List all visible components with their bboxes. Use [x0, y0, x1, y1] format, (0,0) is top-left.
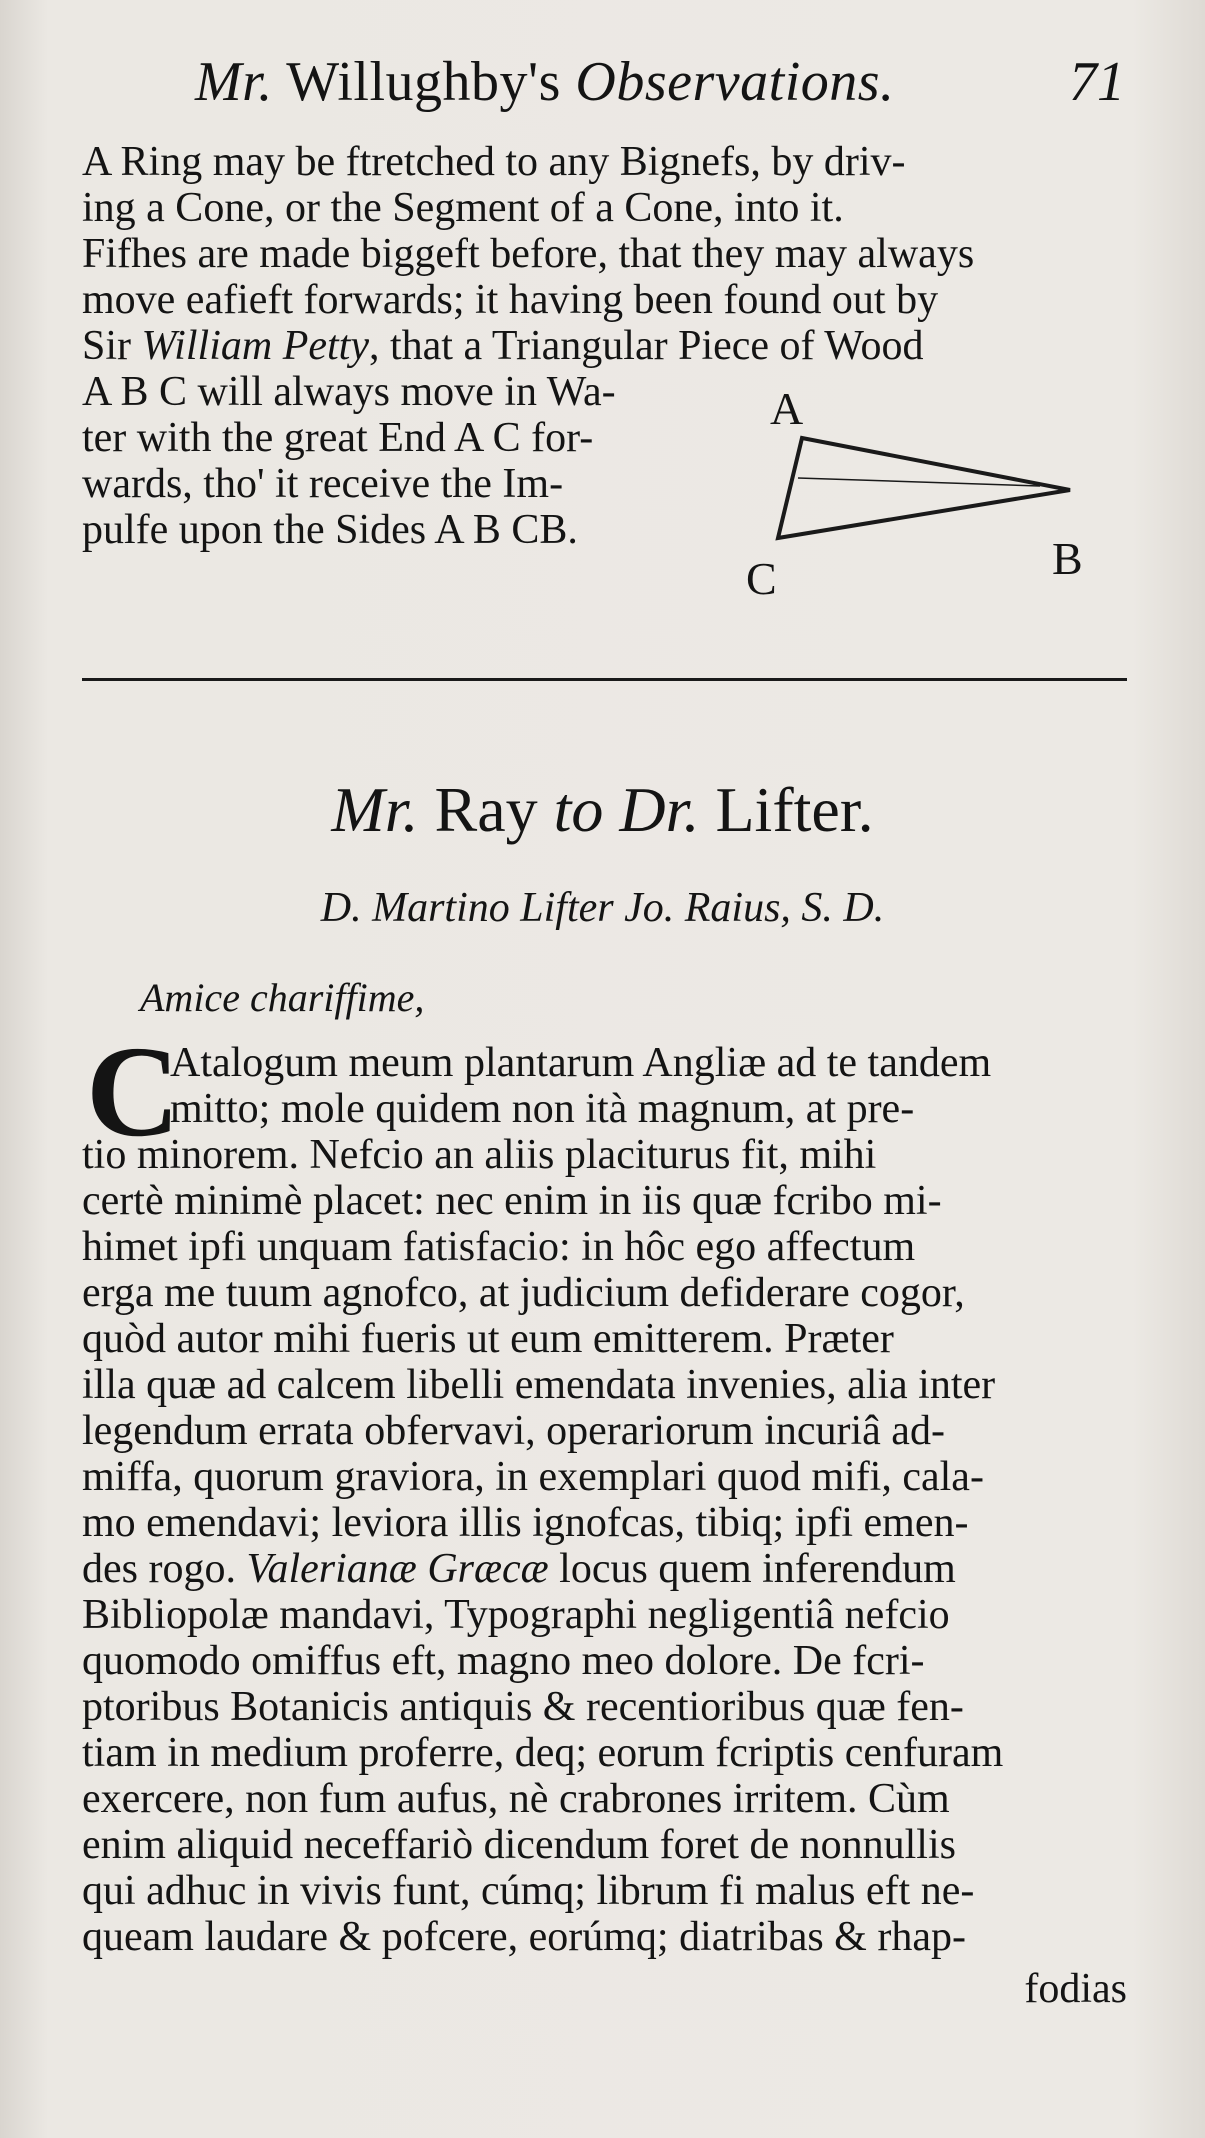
title-dr: Dr.: [603, 774, 700, 845]
text-line: move eafieft forwards; it having been found out by: [82, 277, 939, 323]
text-line: certè minimè placet: nec enim in iis quæ fcribo mi-: [82, 1178, 942, 1224]
title-to: to: [553, 774, 604, 845]
text-line: legendum errata obfervavi, operariorum incuriâ ad-: [82, 1408, 945, 1454]
drop-cap: C: [86, 1020, 180, 1164]
triangle-figure: [740, 383, 1130, 620]
label-a: A: [770, 383, 804, 434]
text-segment: , that a Triangular Piece of Wood: [368, 323, 924, 369]
page-number: 71: [1069, 51, 1125, 113]
text-line: miffa, quorum graviora, in exemplari quod mifi, cala-: [82, 1454, 984, 1500]
text-line: Atalogum meum plantarum Angliæ ad te tandem: [170, 1040, 992, 1086]
text-line: erga me tuum agnofco, at judicium defiderare cogor,: [82, 1270, 965, 1316]
triangle-inner-line: [798, 478, 1040, 486]
triangle-shape: [778, 438, 1070, 538]
person-name: William Petty: [141, 323, 369, 369]
text-line: wards, tho' it receive the Im-: [82, 461, 564, 507]
running-title-prefix: Mr.: [195, 51, 273, 113]
label-b: B: [1052, 533, 1083, 584]
text-line: quomodo omiffus eft, magno meo dolore. De fcri-: [82, 1638, 925, 1684]
text-line: enim aliquid neceffariò dicendum foret de nonnullis: [82, 1822, 956, 1868]
page-header: [195, 42, 1125, 122]
title-mr: Mr.: [331, 774, 419, 845]
text-line: ptoribus Botanicis antiquis & recentioribus quæ fen-: [82, 1684, 964, 1730]
text-line: Bibliopolæ mandavi, Typographi negligentiâ nefcio: [82, 1592, 950, 1638]
text-line: pulfe upon the Sides A B CB.: [82, 507, 578, 553]
text-line: tio minorem. Nefcio an aliis placiturus fit, mihi: [82, 1132, 877, 1178]
text-segment: Sir: [82, 323, 142, 369]
text-line: ter with the great End A C for-: [82, 415, 594, 461]
text-line: mitto; mole quidem non ità magnum, at pre-: [170, 1086, 915, 1132]
text-line: illa quæ ad calcem libelli emendata invenies, alia inter: [82, 1362, 996, 1408]
text-line: tiam in medium proferre, deq; eorum fcriptis cenfuram: [82, 1730, 1004, 1776]
running-title-name: Willughby's: [272, 51, 576, 113]
text-line: qui adhuc in vivis funt, cúmq; librum fi malus eft ne-: [82, 1868, 975, 1914]
text-line: mo emendavi; leviora illis ignofcas, tibiq; ipfi emen-: [82, 1500, 969, 1546]
text-segment: des rogo.: [82, 1546, 247, 1592]
letter-greeting: Amice chariffime,: [140, 975, 425, 1020]
running-title: [195, 42, 895, 122]
text-line: himet ipfi unquam fatisfacio: in hôc ego affectum: [82, 1224, 916, 1270]
letter-title: [0, 770, 1205, 850]
text-line: Fifhes are made biggeft before, that they may always: [82, 231, 975, 277]
text-line: queam laudare & pofcere, eorúmq; diatribas & rhap-: [82, 1914, 966, 1960]
title-ray: Ray: [418, 774, 554, 845]
text-line: exercere, non fum aufus, nè crabrones irritem. Cùm: [82, 1776, 950, 1822]
letter-salutation: D. Martino Lifter Jo. Raius, S. D.: [320, 885, 885, 931]
label-c: C: [746, 553, 777, 604]
section-divider: [82, 678, 1127, 681]
text-line: ing a Cone, or the Segment of a Cone, into it.: [82, 185, 844, 231]
title-lister: Lifter.: [699, 774, 874, 845]
text-segment: locus quem inferendum: [548, 1546, 956, 1592]
text-line: A B C will always move in Wa-: [82, 369, 616, 415]
text-line: A Ring may be ftretched to any Bignefs, by driv-: [82, 139, 906, 185]
catchword: fodias: [1024, 1966, 1127, 2012]
plant-name: Valerianæ Græcæ: [246, 1546, 549, 1592]
text-line: quòd autor mihi fueris ut eum emitterem. Præter: [82, 1316, 894, 1362]
running-title-suffix: Observations.: [575, 51, 895, 113]
